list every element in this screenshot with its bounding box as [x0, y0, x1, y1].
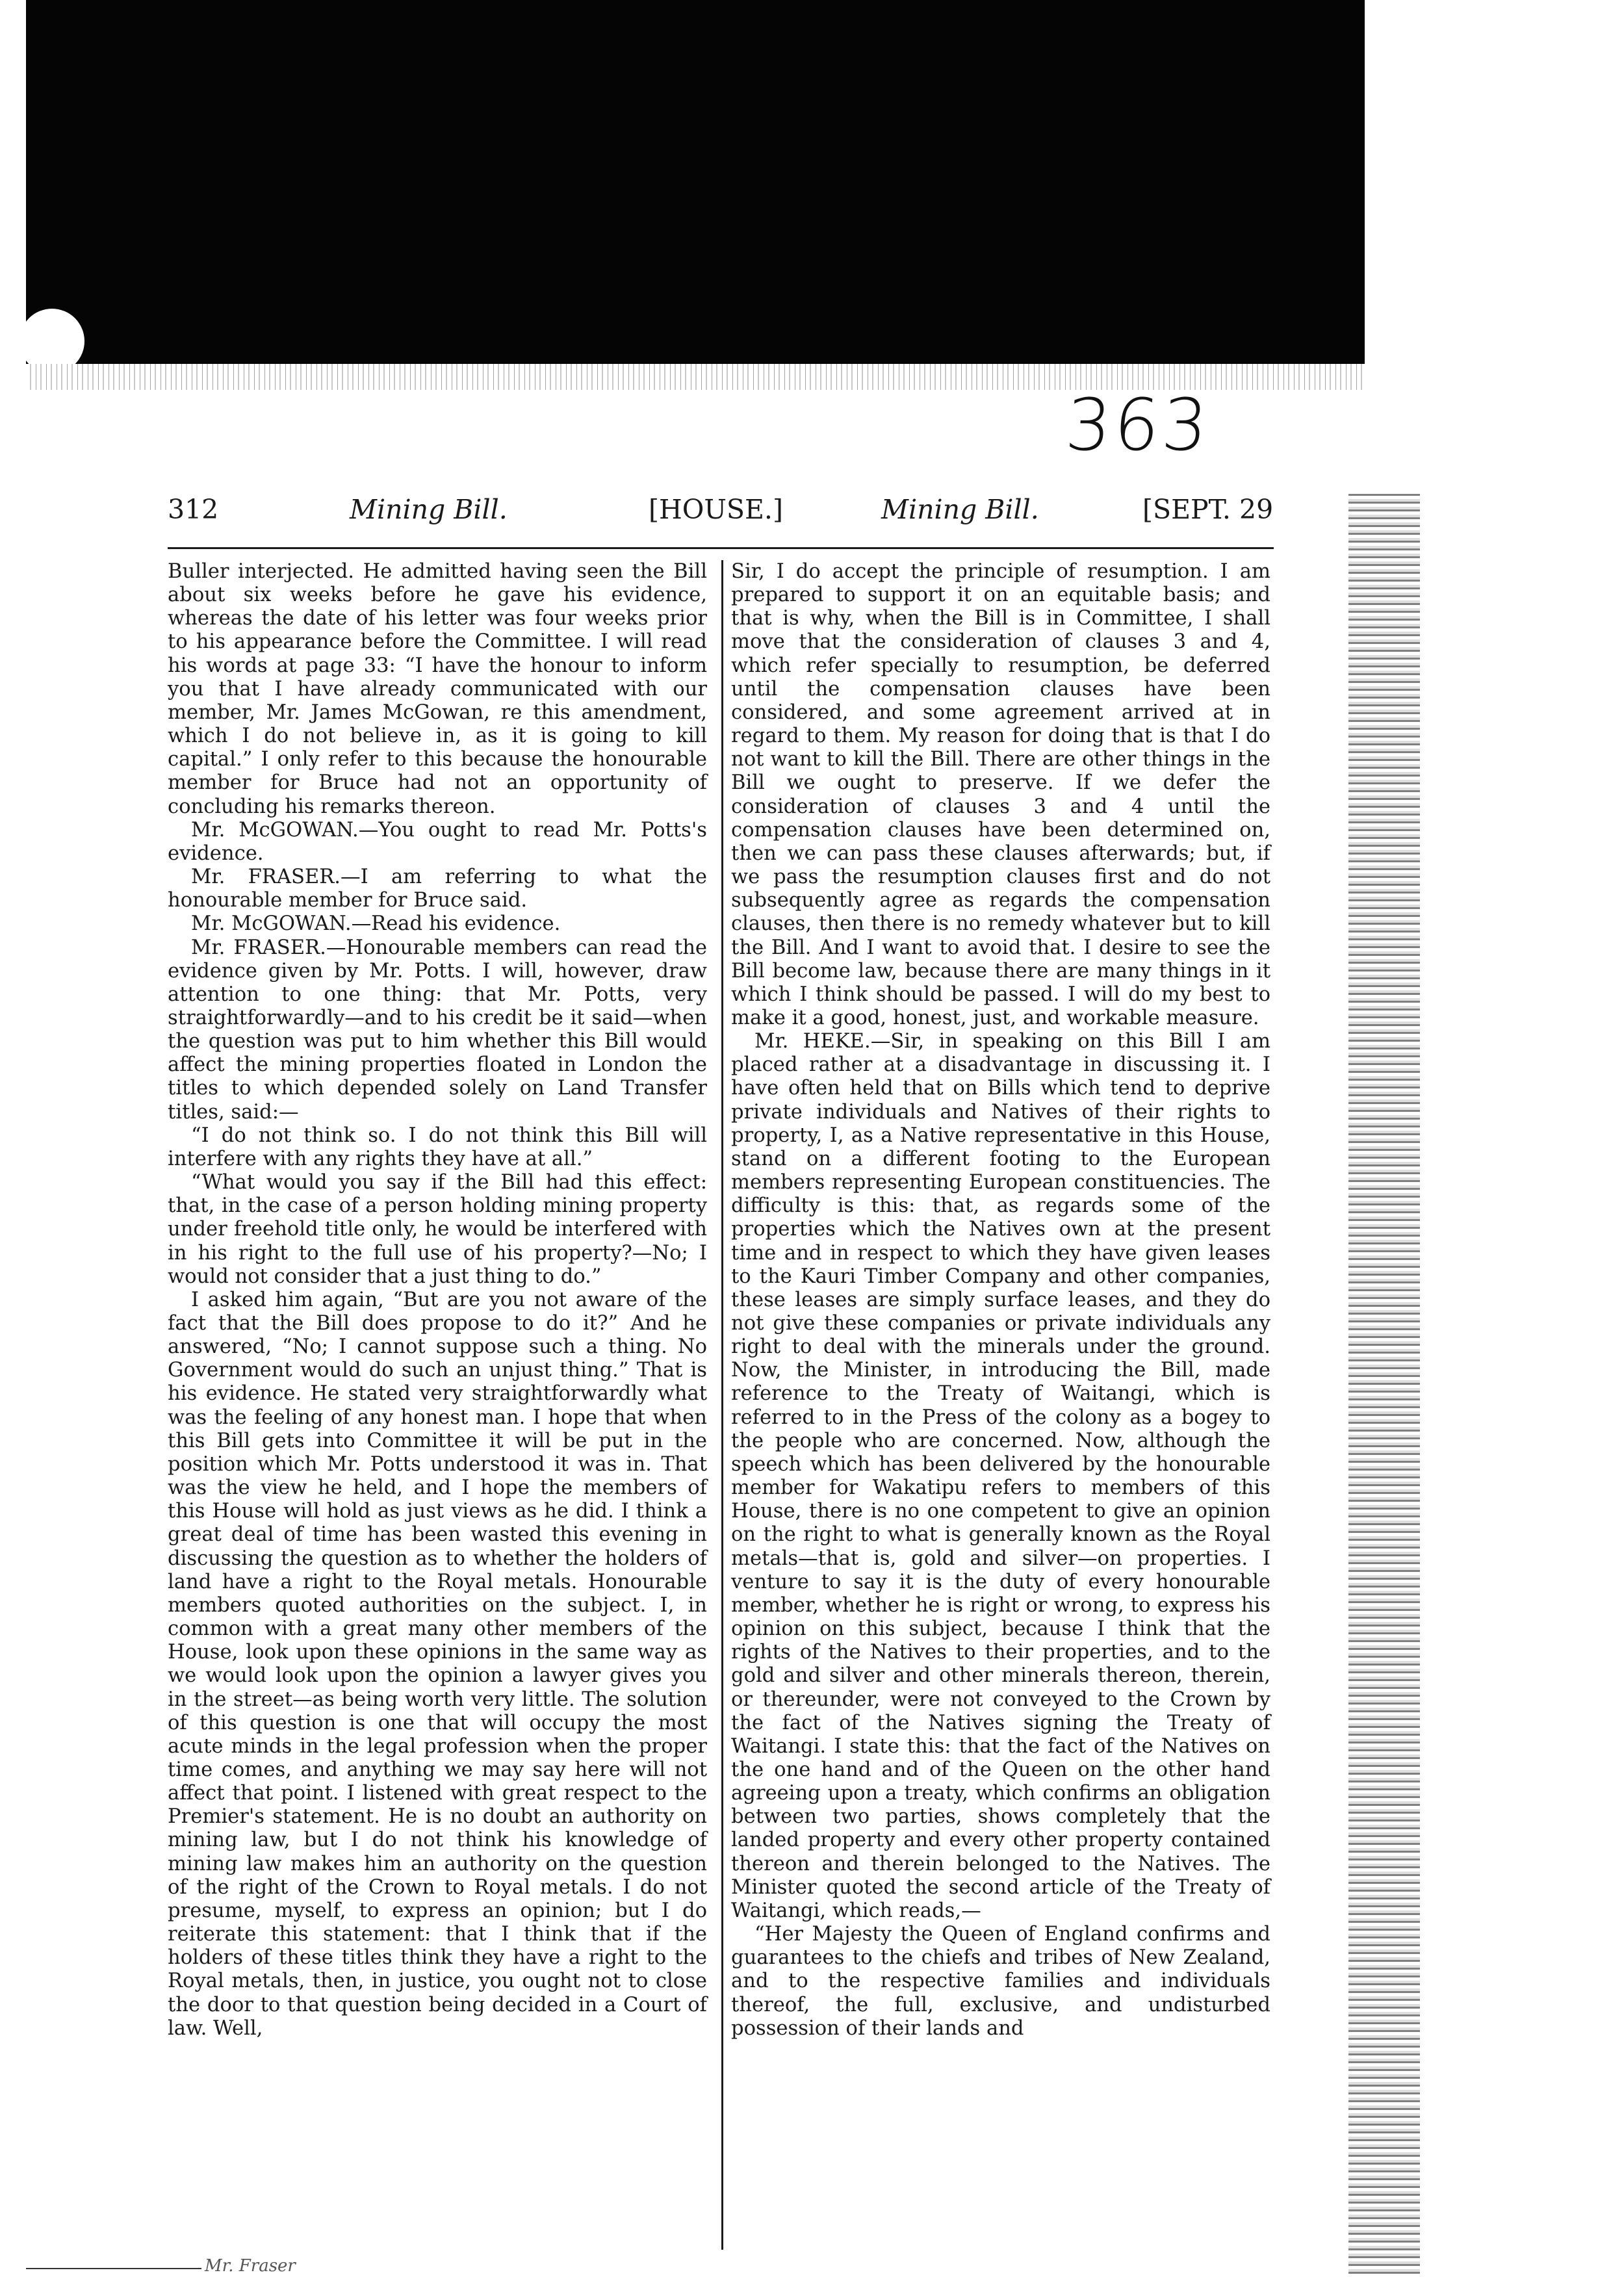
header-date: [SEPT. 29: [1142, 494, 1274, 525]
paragraph: I asked him again, “But are you not aware of the fact that the Bill does propose to do it?” And he answered, “No; I cannot suppose such a thing. No Government would do such an unjust thing.” That is his evidence. He stated very straightforwardly what was the feeling of any honest man. I hope that when this Bill gets into Committee it will be put in the position which Mr. Potts understood it was in. That was the view he held, and I hope the members of this House will hold as just views as he did. I think a great deal of time has been wasted this evening in discussing the question as to whether the holders of land have a right to the Royal metals. Honourable members quoted authorities on the subject. I, in common with a great many other members of the House, look upon these opinions in the same way as we would look upon the opinion a lawyer gives you in the street—as being worth very little. The solution of this question is one that will occupy the most acute minds in the legal profession when the proper time comes, and anything we may say here will not affect that point. I listened with great respect to the Premier's statement. He is no doubt an authority on mining law, but I do not think his knowledge of mining law makes him an authority on the question of the right of the Crown to Royal metals. I do not presume, myself, to express an opinion; but I do reiterate this statement: that I think that if the holders of these titles think they have a right to the Royal metals, then, in justice, you ought not to close the door to that question being decided in a Court of law. Well,: [168, 1288, 707, 2040]
paragraph: Sir, I do accept the principle of resumption. I am prepared to support it on an equitable basis; and that is why, when the Bill is in Committee, I shall move that the consideration of clauses 3 and 4, which refer specially to resumption, be deferred until the compensation clauses have been considered, and some agreement arrived at in regard to them. My reason for doing that is that I do not want to kill the Bill. There are other things in the Bill we ought to preserve. If we defer the consideration of clauses 3 and 4 until the compensation clauses have been determined on, then we can pass these clauses afterwards; but, if we pass the resumption clauses first and do not subsequently agree as regards the compensation clauses, then there is no remedy whatever but to kill the Bill. And I want to avoid that. I desire to see the Bill become law, because there are many things in it which I think should be passed. I will do my best to make it a good, honest, just, and workable measure.: [731, 560, 1270, 1029]
paragraph: Mr. McGOWAN.—Read his evidence.: [191, 912, 561, 936]
paragraph: Buller interjected. He admitted having seen the Bill about six weeks before he gave his evidence, whereas the date of his letter was four weeks prior to his appearance before the Committee. I will read his words at page 33: “I have the honour to inform you that I have already communicated with our member, Mr. James McGowan, re this amendment, which I do not believe in, as it is going to kill capital.” I only refer to this because the honourable member for Bruce had not an opportunity of concluding his remarks thereon.: [168, 560, 707, 818]
header-left-title: Mining Bill.: [350, 494, 508, 525]
paragraph: Mr. McGOWAN.—You ought to read Mr. Potts's evidence.: [168, 818, 707, 865]
header-rule: [168, 547, 1274, 549]
quoted-paragraph: “Her Majesty the Queen of England confirms and guarantees to the chiefs and tribes of New Zealand, and to the respective families and individuals thereof, the full, exclusive, and undisturbed possession of their lands and: [731, 1923, 1270, 2040]
page-number: 312: [168, 494, 219, 525]
scan-black-band: [26, 0, 1365, 364]
right-column: [731, 560, 1270, 2040]
header-right-title: Mining Bill.: [881, 494, 1039, 525]
column-divider: [721, 560, 723, 2250]
left-column: [168, 560, 707, 2040]
paragraph: Mr. FRASER.—Honourable members can read the evidence given by Mr. Potts. I will, however, draw attention to one thing: that Mr. Potts, very straightforwardly—and to his credit be it said—when the question was put to him whether this Bill would affect the mining properties floated in London the titles to which depended solely on Land Transfer titles, said:—: [168, 936, 707, 1124]
footer-rule: [26, 2268, 201, 2269]
running-header: [168, 494, 1274, 533]
scan-edge-shadow: [1348, 494, 1420, 2277]
quoted-paragraph: “What would you say if the Bill had this effect: that, in the case of a person holding mining property under freehold title only, he would be interfered with in his right to the full use of his property?—No; I would not consider that a just thing to do.”: [168, 1171, 707, 1288]
quoted-paragraph: “I do not think so. I do not think this Bill will interfere with any rights they have at all.”: [168, 1124, 707, 1170]
footer-catchword: Mr. Fraser: [205, 2256, 296, 2276]
header-house: [HOUSE.]: [649, 494, 783, 525]
handwritten-page-number: 363: [1063, 383, 1213, 467]
paragraph: Mr. FRASER.—I am referring to what the honourable member for Bruce said.: [168, 866, 707, 912]
paragraph: Mr. HEKE.—Sir, in speaking on this Bill I am placed rather at a disadvantage in discussing it. I have often held that on Bills which tend to deprive private individuals and Natives of their rights to property, I, as a Native representative in this House, stand on a different footing to the European members representing European constituencies. The difficulty is this: that, as regards some of the properties which the Natives own at the present time and in respect to which they have given leases to the Kauri Timber Company and other companies, these leases are simply surface leases, and they do not give these companies or private individuals any right to deal with the minerals under the ground. Now, the Minister, in introducing the Bill, made reference to the Treaty of Waitangi, which is referred to in the Press of the colony as a bogey to the people who are concerned. Now, although the speech which has been delivered by the honourable member for Wakatipu refers to members of this House, there is no one competent to give an opinion on the right to what is generally known as the Royal metals—that is, gold and silver—on properties. I venture to say it is the duty of every honourable member, whether he is right or wrong, to express his opinion on this subject, because I think that the rights of the Natives to their properties, and to the gold and silver and other minerals thereon, therein, or thereunder, were not conveyed to the Crown by the fact of the Natives signing the Treaty of Waitangi. I state this: that the fact of the Natives on the one hand and of the Queen on the other hand agreeing upon a treaty, which confirms an obligation between two parties, shows completely that the landed property and every other property contained thereon and therein belonged to the Natives. The Minister quoted the second article of the Treaty of Waitangi, which reads,—: [731, 1030, 1270, 1922]
